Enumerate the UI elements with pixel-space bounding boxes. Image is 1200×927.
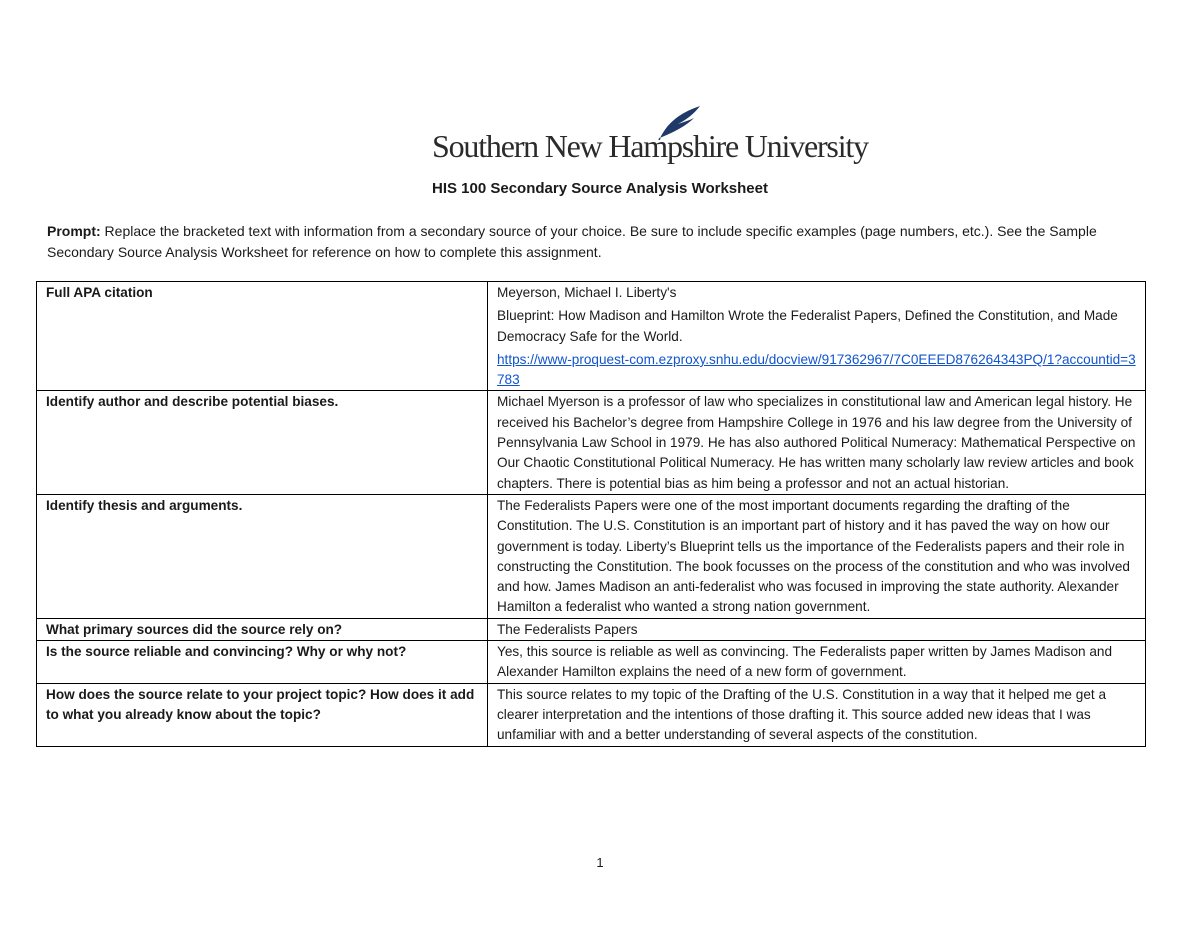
citation-title: Blueprint: How Madison and Hamilton Wrote the Federalist Papers, Defined the Constitution, and Made Democracy Safe for the World. <box>497 308 1118 344</box>
table-row <box>37 391 1146 494</box>
question-cell: How does the source relate to your project topic? How does it add to what you already know about the topic? <box>37 683 488 746</box>
citation-line: Meyerson, Michael I. Liberty's <box>497 285 677 300</box>
logo-wordmark: Southern New Hampshire University <box>432 128 868 164</box>
prompt-paragraph <box>47 221 1137 263</box>
table-row <box>37 494 1146 618</box>
question-cell: Full APA citation <box>37 282 488 391</box>
answer-cell: Michael Myerson is a professor of law who specializes in constitutional law and American legal history. He received his Bachelor’s degree from Hampshire College in 1976 and his law degree from the University of Pennsylvania Law School in 1979. He has also authored Political Numeracy: Mathematical Perspective on Our Chaotic Constitutional Political Numeracy. He has written many scholarly law review articles and book chapters. There is potential bias as him being a professor and not an actual historian. <box>488 391 1146 494</box>
table-row <box>37 618 1146 640</box>
prompt-text: Replace the bracketed text with information from a secondary source of your choice. Be sure to include specific examples (page numbers, etc.). See the Sample Secondary Source Analysis Worksheet for reference on how to complete this assignment. <box>47 223 1097 260</box>
answer-cell: The Federalists Papers were one of the most important documents regarding the drafting of the Constitution. The U.S. Constitution is an important part of history and it has paved the way on how our government is today. Liberty’s Blueprint tells us the importance of the Federalists papers and their role in constructing the Constitution. The book focusses on the process of the constitution and who was involved and how. James Madison an anti-federalist who was focused in improving the state authority. Alexander Hamilton a federalist who wanted a strong nation government. <box>488 494 1146 618</box>
university-logo <box>432 104 868 164</box>
question-cell: Identify thesis and arguments. <box>37 494 488 618</box>
answer-cell: Yes, this source is reliable as well as convincing. The Federalists paper written by James Madison and Alexander Hamilton explains the need of a new form of government. <box>488 641 1146 684</box>
citation-link[interactable]: https://www-proquest-com.ezproxy.snhu.edu/docview/917362967/7C0EEED876264343PQ/1?accountid=3783 <box>497 351 1136 388</box>
table-row <box>37 683 1146 746</box>
answer-cell: The Federalists Papers <box>488 618 1146 640</box>
page-number: 1 <box>596 855 604 870</box>
question-cell: Identify author and describe potential biases. <box>37 391 488 494</box>
question-cell: Is the source reliable and convincing? Why or why not? <box>37 641 488 684</box>
prompt-label: Prompt: <box>47 223 101 239</box>
table-row <box>37 282 1146 391</box>
table-row <box>37 641 1146 684</box>
answer-cell <box>488 282 1146 391</box>
answer-cell: This source relates to my topic of the Drafting of the U.S. Constitution in a way that it helped me get a clearer interpretation and the intentions of those drafting it. This source added new ideas that I was unfamiliar with and a better understanding of several aspects of the constitution. <box>488 683 1146 746</box>
question-cell: What primary sources did the source rely on? <box>37 618 488 640</box>
page-title: HIS 100 Secondary Source Analysis Worksheet <box>432 180 768 197</box>
worksheet-table <box>36 281 1146 747</box>
